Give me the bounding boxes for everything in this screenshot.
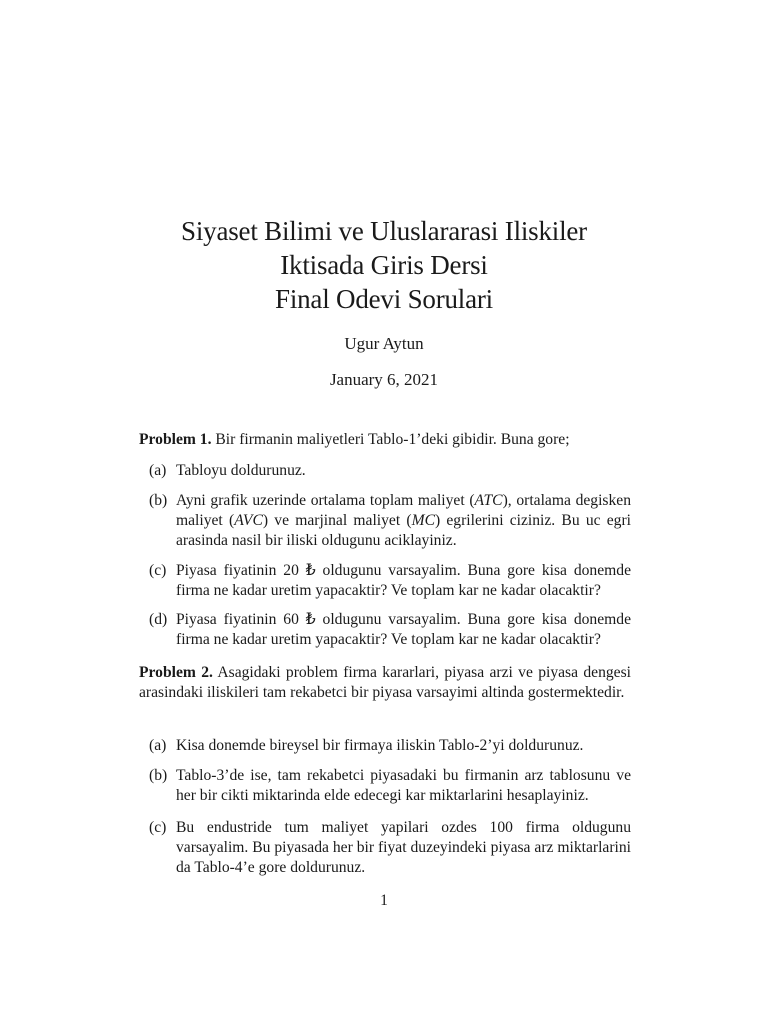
author: Ugur Aytun <box>344 334 424 353</box>
item-label: (a) <box>149 737 167 754</box>
item-label: (b) <box>149 492 168 509</box>
item-label: (c) <box>149 562 167 579</box>
problem-2-intro <box>139 663 631 703</box>
page-number: 1 <box>380 892 388 909</box>
item-text: Tabloyu doldurunuz. <box>176 462 306 479</box>
problem-2-heading: Problem 2. <box>139 664 213 681</box>
title-line-2: Iktisada Giris Dersi <box>280 250 488 280</box>
math-avc: AVC <box>234 512 263 529</box>
title-line-1: Siyaset Bilimi ve Uluslararasi Iliskiler <box>181 216 587 246</box>
item-label: (a) <box>149 462 167 479</box>
item-label: (c) <box>149 819 167 836</box>
item-text: Piyasa fiyatinin 60 ₺ oldugunu varsayalim. Buna gore kisa donemde firma ne kadar uretim yapacaktir? Ve toplam kar ne kadar olacaktir? <box>176 611 631 648</box>
problem-2-text: Asagidaki problem firma kararlari, piyasa arzi ve piyasa dengesi arasindaki iliskileri tam rekabetci bir piyasa varsayimi altinda gostermektedir. <box>139 664 631 701</box>
item-b-text-2: ), ortalama degisken maliyet ( <box>176 492 631 529</box>
problem-1-item-b <box>139 491 631 551</box>
item-label: (b) <box>149 767 168 784</box>
date: January 6, 2021 <box>329 370 439 389</box>
math-atc: ATC <box>474 492 503 509</box>
problem-1-item-c <box>139 561 631 601</box>
problem-1-item-a <box>139 461 631 481</box>
problem-1-text: Bir firmanin maliyetleri Tablo-1’deki gibidir. Buna gore; <box>215 431 570 448</box>
item-text: Piyasa fiyatinin 20 ₺ oldugunu varsayalim. Buna gore kisa donemde firma ne kadar uretim yapacaktir? Ve toplam kar ne kadar olacaktir? <box>176 562 631 599</box>
problem-2-item-b <box>139 766 631 806</box>
problem-2-item-a <box>139 736 631 756</box>
math-mc: MC <box>411 512 435 529</box>
problem-2-item-c <box>139 818 631 878</box>
item-text: Kisa donemde bireysel bir firmaya iliskin Tablo-2’yi doldurunuz. <box>176 737 584 754</box>
item-text: Tablo-3’de ise, tam rekabetci piyasadaki bu firmanin arz tablosunu ve her bir cikti miktarinda elde edecegi kar miktarlarini hesaplayiniz. <box>176 767 631 804</box>
document-title <box>0 214 768 316</box>
problem-1-intro <box>139 430 631 450</box>
item-b-text-4: ) egrilerini ciziniz. Bu uc egri arasinda nasil bir iliski oldugunu aciklayiniz. <box>176 512 632 549</box>
item-text: Bu endustride tum maliyet yapilari ozdes 100 firma oldugunu varsayalim. Bu piyasada her bir fiyat duzeyindeki piyasa arz miktarlarini da Tablo-4’e gore doldurunuz. <box>176 819 631 876</box>
item-text <box>176 491 631 551</box>
item-b-text-1: Ayni grafik uzerinde ortalama toplam maliyet ( <box>176 492 475 509</box>
title-line-3: Final Odevi Sorulari <box>275 284 493 314</box>
problem-1-heading: Problem 1. <box>139 431 212 448</box>
problem-1-item-d <box>139 610 631 650</box>
item-label: (d) <box>149 611 168 628</box>
item-b-text-3: ) ve marjinal maliyet ( <box>262 512 412 529</box>
